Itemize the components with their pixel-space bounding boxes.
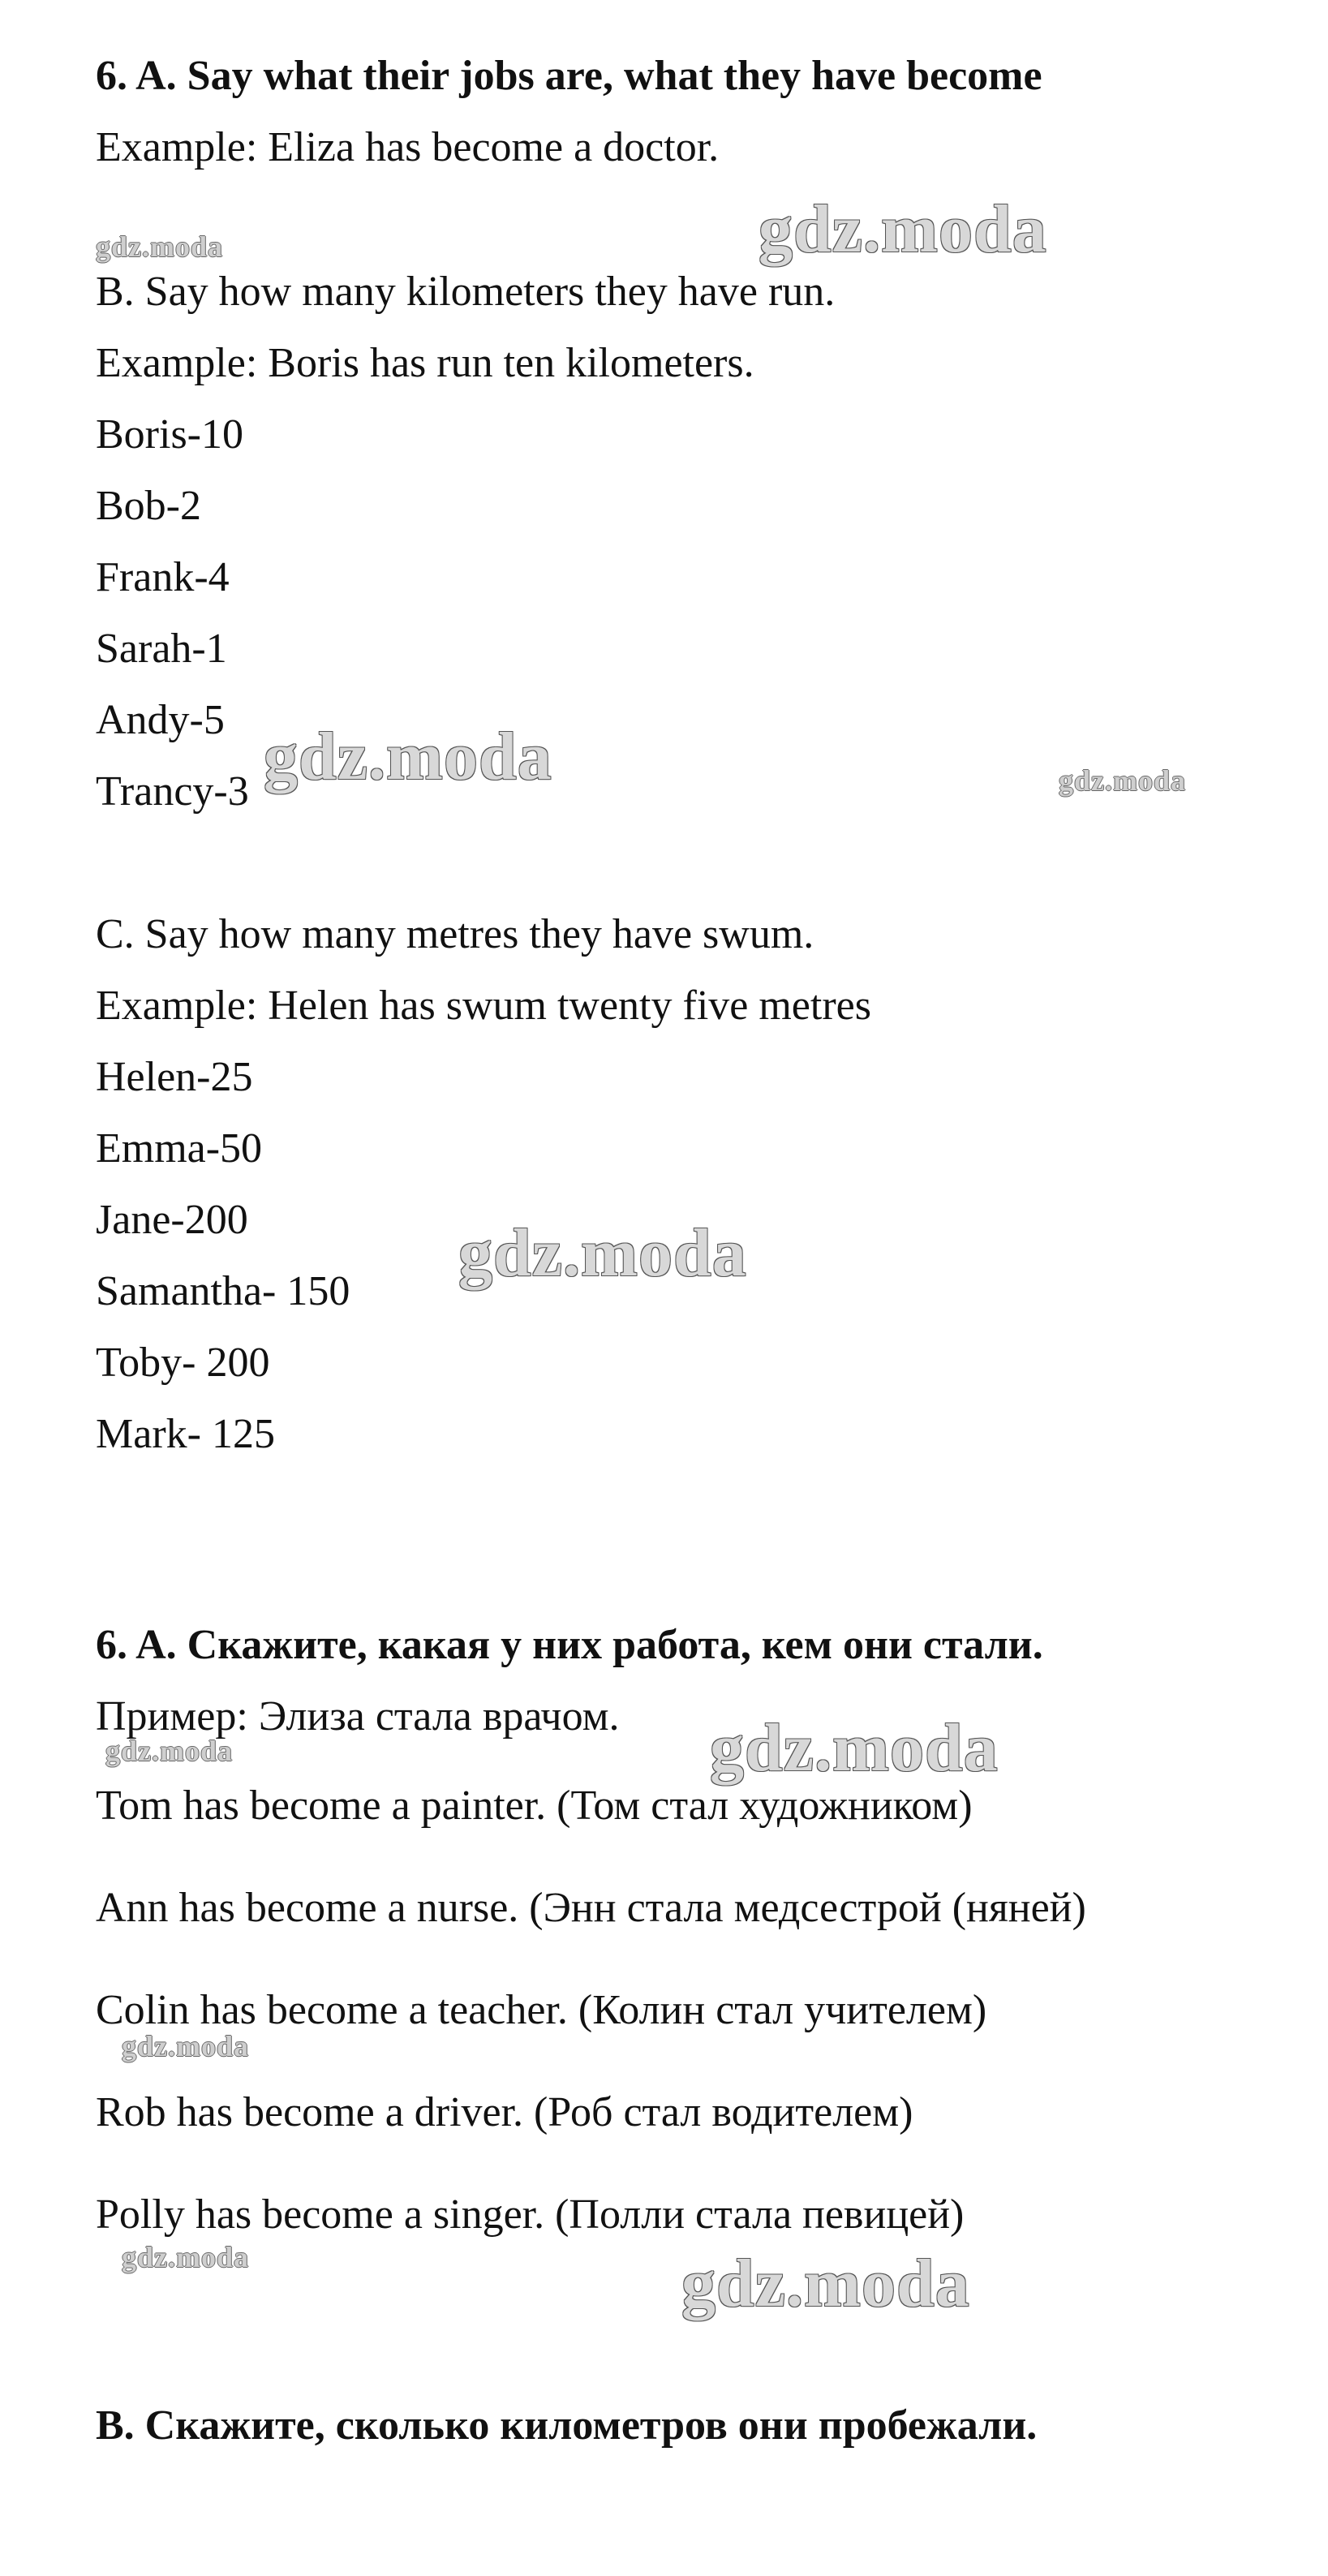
heading-english: 6. A. Say what their jobs are, what they have become bbox=[96, 53, 1042, 99]
runner-item: Trancy-3 bbox=[96, 768, 249, 815]
watermark: gdz.moda bbox=[458, 1215, 747, 1291]
example-a: Example: Eliza has become a doctor. bbox=[96, 124, 720, 170]
runner-item: Boris-10 bbox=[96, 411, 243, 458]
watermark: gdz.moda bbox=[1059, 764, 1187, 797]
answer-item: Tom has become a painter. (Том стал художником) bbox=[96, 1783, 973, 1829]
swimmer-item: Emma-50 bbox=[96, 1125, 263, 1172]
example-russian: Пример: Элиза стала врачом. bbox=[96, 1693, 620, 1740]
example-b: Example: Boris has run ten kilometers. bbox=[96, 340, 754, 386]
answer-item: Polly has become a singer. (Полли стала певицей) bbox=[96, 2191, 965, 2238]
swimmer-item: Helen-25 bbox=[96, 1054, 253, 1100]
watermark: gdz.moda bbox=[759, 191, 1047, 267]
section-b-title: B. Say how many kilometers they have run. bbox=[96, 269, 836, 315]
runner-item: Sarah-1 bbox=[96, 626, 227, 672]
watermark: gdz.moda bbox=[122, 2241, 250, 2273]
runner-item: Frank-4 bbox=[96, 554, 230, 600]
watermark: gdz.moda bbox=[710, 1710, 999, 1786]
section-c-title: C. Say how many metres they have swum. bbox=[96, 911, 814, 957]
runner-item: Andy-5 bbox=[96, 697, 225, 743]
heading-russian: 6. A. Скажите, какая у них работа, кем они стали. bbox=[96, 1622, 1043, 1668]
example-c: Example: Helen has swum twenty five metres bbox=[96, 983, 871, 1029]
answer-item: Colin has become a teacher. (Колин стал учителем) bbox=[96, 1987, 987, 2033]
swimmer-item: Samantha- 150 bbox=[96, 1268, 350, 1314]
watermark: gdz.moda bbox=[105, 1735, 234, 1767]
section-b-russian: B. Скажите, сколько километров они пробежали. bbox=[96, 2402, 1038, 2449]
runner-item: Bob-2 bbox=[96, 483, 201, 529]
watermark: gdz.moda bbox=[264, 719, 552, 794]
swimmer-item: Toby- 200 bbox=[96, 1340, 270, 1386]
answer-item: Rob has become a driver. (Роб стал водителем) bbox=[96, 2089, 913, 2135]
swimmer-item: Mark- 125 bbox=[96, 1411, 275, 1457]
watermark: gdz.moda bbox=[96, 230, 224, 263]
watermark: gdz.moda bbox=[681, 2246, 970, 2321]
watermark: gdz.moda bbox=[122, 2030, 250, 2062]
swimmer-item: Jane-200 bbox=[96, 1197, 248, 1243]
answer-item: Ann has become a nurse. (Энн стала медсестрой (няней) bbox=[96, 1885, 1086, 1931]
